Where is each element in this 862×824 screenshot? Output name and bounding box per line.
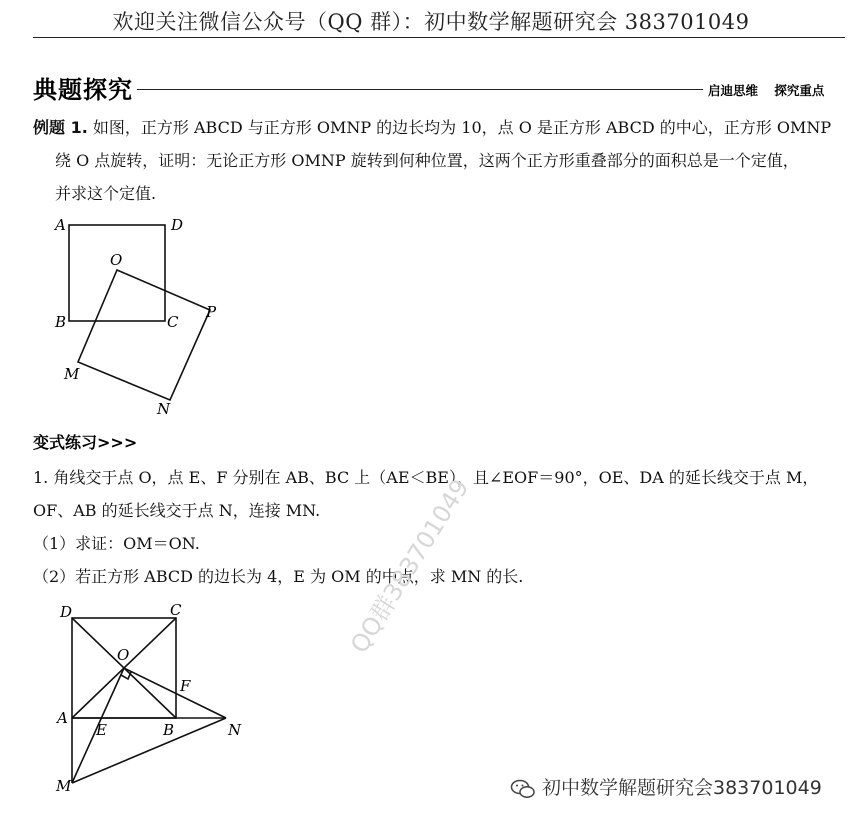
fig1-label-P: P <box>206 303 217 321</box>
fig2-label-B: B <box>163 721 175 739</box>
fig2-label-A: A <box>57 709 68 727</box>
example1-label: 例题 1. <box>33 118 88 137</box>
example1-line2: 绕 O 点旋转，证明：无论正方形 OMNP 旋转到何种位置，这两个正方形重叠部分的面积总是一个定值， <box>55 151 799 170</box>
wechat-icon <box>510 779 536 799</box>
section-tag-2: 探究重点 <box>774 83 825 98</box>
practice-heading: 变式练习>>> <box>33 433 138 452</box>
square-abcd <box>69 225 165 321</box>
example1-line1 <box>33 111 831 144</box>
section-title: 典题探究 <box>33 76 133 104</box>
practice-q1-line1: 1. 角线交于点 O，点 E、F 分别在 AB、BC 上（AE＜BE），且∠EOF＝90°，OE、DA 的延长线交于点 M， <box>33 468 819 487</box>
watermark: QQ群383701049 <box>345 474 475 659</box>
fig2-label-C: C <box>170 601 182 619</box>
practice-figure <box>0 595 270 800</box>
fig1-label-O: O <box>110 251 123 269</box>
footer-text: 初中数学解题研究会383701049 <box>542 777 822 799</box>
section-divider <box>137 89 703 90</box>
fig1-label-A: A <box>55 216 66 234</box>
fig2-label-O: O <box>117 646 130 664</box>
header-divider <box>33 37 845 38</box>
fig1-label-M: M <box>64 365 80 383</box>
fig2-label-N: N <box>228 721 242 739</box>
square-omnp <box>78 270 210 400</box>
practice-q1-part1: （1）求证：OM＝ON. <box>33 534 200 553</box>
section-tag-1: 启迪思维 <box>708 83 759 98</box>
segment-on <box>124 668 226 718</box>
footer-brand <box>510 773 822 800</box>
example1-line3: 并求这个定值. <box>55 184 157 203</box>
fig2-label-D: D <box>60 603 73 621</box>
fig2-label-E: E <box>96 721 107 739</box>
example1-figure <box>0 200 260 425</box>
fig1-label-D: D <box>171 216 184 234</box>
fig2-label-F: F <box>180 677 191 695</box>
practice-q1-line2: OF、AB 的延长线交于点 N，连接 MN. <box>33 501 321 520</box>
fig1-label-B: B <box>55 313 67 331</box>
section-tags <box>708 81 824 99</box>
fig1-label-N: N <box>157 400 171 418</box>
fig1-label-C: C <box>167 313 179 331</box>
example1-text-1: 如图，正方形 ABCD 与正方形 OMNP 的边长均为 10，点 O 是正方形 ABCD 的中心，正方形 OMNP <box>92 118 832 137</box>
practice-q1-part2: （2）若正方形 ABCD 的边长为 4，E 为 OM 的中点，求 MN 的长. <box>33 567 524 586</box>
page-header: 欢迎关注微信公众号（QQ 群）：初中数学解题研究会 383701049 <box>112 10 750 34</box>
fig2-label-M: M <box>56 777 72 795</box>
